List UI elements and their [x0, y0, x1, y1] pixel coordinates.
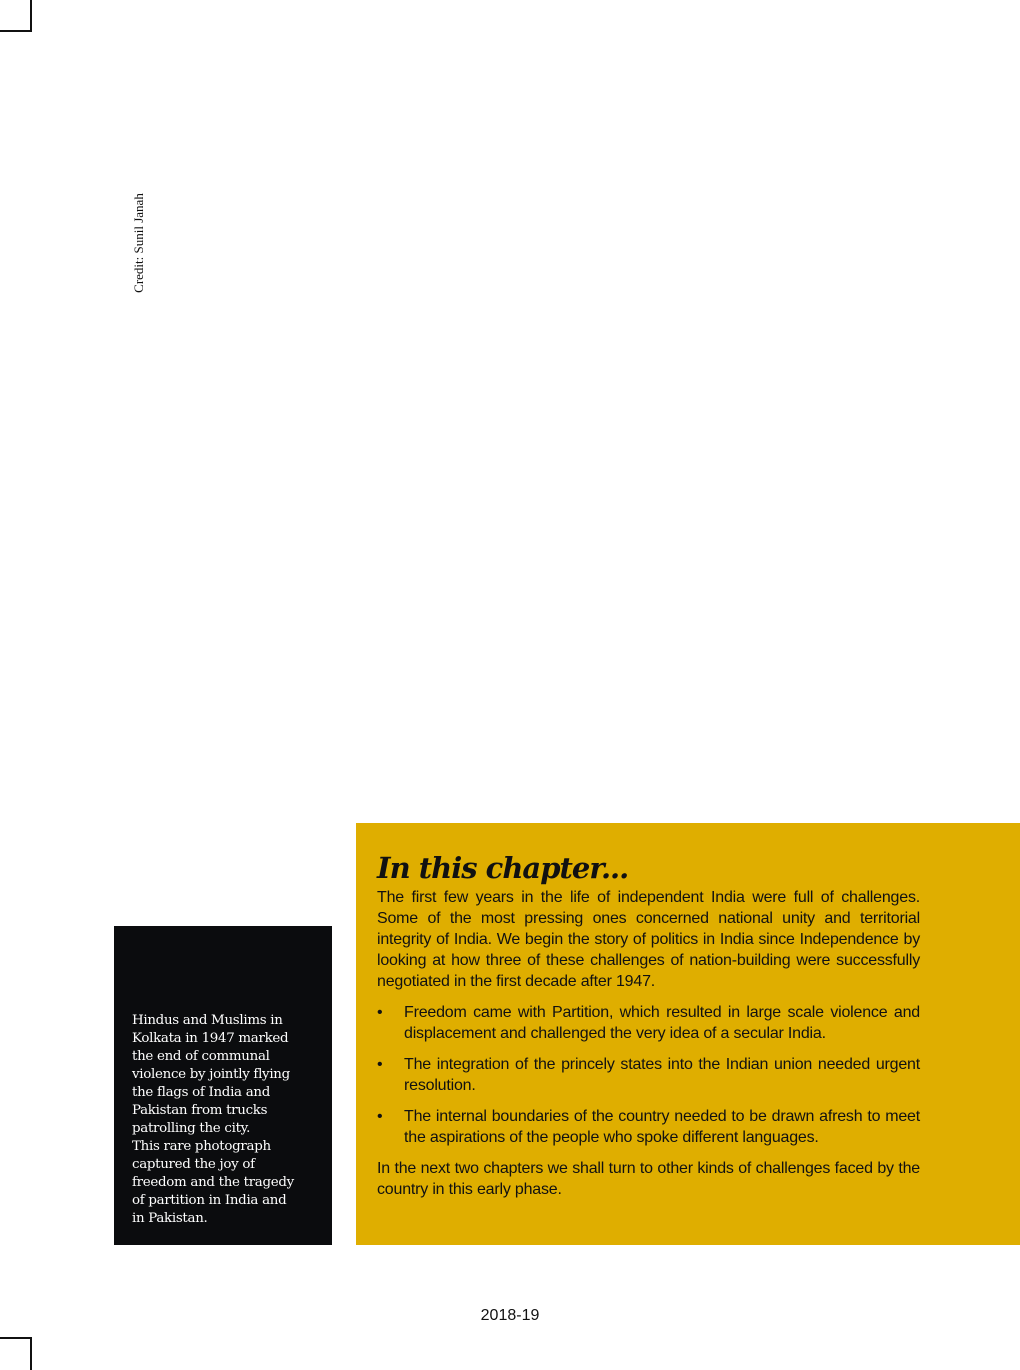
photo-credit: Credit: Sunil Janah	[131, 193, 146, 293]
photo-caption-box	[114, 926, 332, 1245]
challenge-list	[377, 1002, 920, 1148]
bullet-icon: •	[377, 1056, 383, 1073]
crop-mark-top-left	[0, 0, 32, 32]
caption-line: Kolkata in 1947 marked	[132, 1031, 289, 1046]
list-item	[377, 1106, 920, 1148]
list-item-text: The internal boundaries of the country needed to be drawn afresh to meet the aspirations of the people who spoke different languages.	[404, 1108, 920, 1146]
caption-line: Pakistan from trucks	[132, 1103, 268, 1118]
page-footer-year: 2018-19	[480, 1307, 540, 1324]
caption-line: the flags of India and	[132, 1085, 270, 1100]
list-item-text: The integration of the princely states into the Indian union needed urgent resolution.	[404, 1056, 920, 1094]
chapter-intro: The first few years in the life of independent India were full of challenges. Some of the most pressing ones concerned national unity and territorial integrity of India. We begin the story of politics in India since Independence by looking at how three of these challenges of nation-building were successfully negotiated in the first decade after 1947.	[377, 889, 920, 990]
chapter-box-title: In this chapter...	[377, 851, 629, 885]
chapter-closing: In the next two chapters we shall turn to other kinds of challenges faced by the country in this early phase.	[377, 1160, 920, 1198]
caption-line: captured the joy of	[132, 1157, 255, 1172]
list-item	[377, 1054, 920, 1096]
caption-line: Hindus and Muslims in	[132, 1013, 283, 1028]
list-item	[377, 1002, 920, 1044]
caption-line: the end of communal	[132, 1049, 270, 1064]
caption-line: violence by jointly flying	[132, 1067, 290, 1082]
caption-line: in Pakistan.	[132, 1211, 208, 1226]
caption-line: freedom and the tragedy	[132, 1175, 294, 1190]
bullet-icon: •	[377, 1108, 383, 1125]
list-item-text: Freedom came with Partition, which resulted in large scale violence and displacement and challenged the very idea of a secular India.	[404, 1004, 920, 1042]
chapter-overview-box	[356, 823, 1020, 1245]
caption-line: patrolling the city.	[132, 1121, 251, 1136]
bullet-icon: •	[377, 1004, 383, 1021]
caption-line: This rare photograph	[132, 1139, 271, 1154]
caption-line: of partition in India and	[132, 1193, 287, 1208]
crop-mark-bottom-left	[0, 1337, 32, 1370]
